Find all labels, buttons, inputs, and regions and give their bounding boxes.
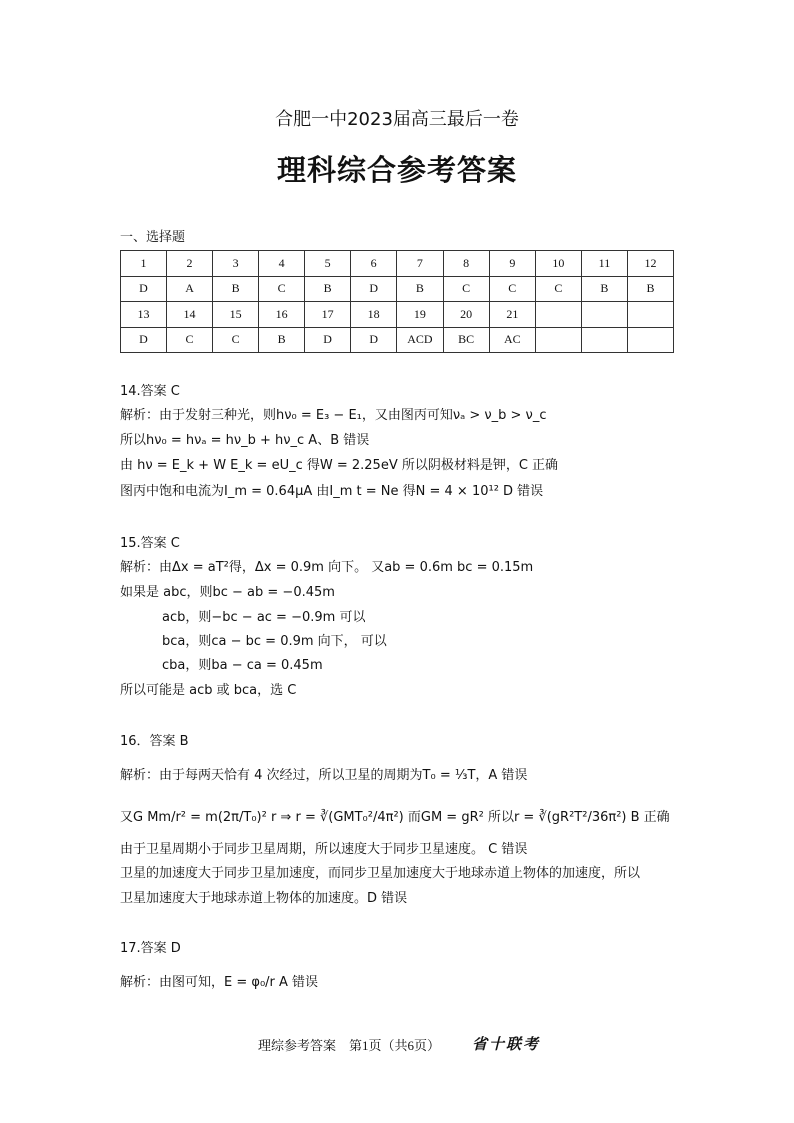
q14-text-line: 解析：由于发射三种光，则hν₀ = E₃ − E₁，又由图丙可知νₐ > ν_b > ν_c <box>120 408 547 423</box>
table-cell: AC <box>489 327 535 353</box>
table-cell <box>535 302 581 328</box>
q15-text-line: cba，则ba − ca = 0.45m <box>162 658 323 673</box>
q16-text-line: 解析：由于每两天恰有 4 次经过，所以卫星的周期为T₀ = ⅓T，A 错误 <box>120 768 528 783</box>
table-cell: 9 <box>489 251 535 277</box>
q16-text-line: 卫星加速度大于地球赤道上物体的加速度。D 错误 <box>120 891 408 906</box>
table-cell: A <box>167 276 213 302</box>
table-cell: 15 <box>213 302 259 328</box>
table-cell: C <box>535 276 581 302</box>
table-cell: C <box>213 327 259 353</box>
table-cell: D <box>305 327 351 353</box>
table-cell: BC <box>443 327 489 353</box>
table-cell <box>535 327 581 353</box>
q15-text-line: 解析：由Δx = aT²得，Δx = 0.9m 向下。 又ab = 0.6m bc = 0.15m <box>120 560 534 575</box>
table-cell: B <box>627 276 673 302</box>
table-cell: D <box>351 327 397 353</box>
table-cell: 6 <box>351 251 397 277</box>
table-cell: 19 <box>397 302 443 328</box>
section-heading: 一、选择题 <box>120 230 186 245</box>
school-title: 合肥一中2023届高三最后一卷 <box>275 109 519 130</box>
table-cell: 20 <box>443 302 489 328</box>
q17-text-line: 解析：由图可知，E = φ₀/r A 错误 <box>120 975 319 990</box>
table-cell <box>581 302 627 328</box>
table-cell <box>581 327 627 353</box>
table-cell: 13 <box>121 302 167 328</box>
table-cell: 17 <box>305 302 351 328</box>
table-cell: B <box>397 276 443 302</box>
table-row <box>121 302 674 328</box>
table-cell: 7 <box>397 251 443 277</box>
table-cell: 3 <box>213 251 259 277</box>
table-cell: B <box>213 276 259 302</box>
q17-answer-heading: 17.答案 D <box>120 941 181 956</box>
q16-text-line: 卫星的加速度大于同步卫星加速度，而同步卫星加速度大于地球赤道上物体的加速度，所以 <box>120 866 641 881</box>
table-cell: B <box>259 327 305 353</box>
q15-text-line: 所以可能是 acb 或 bca，选 C <box>120 683 297 698</box>
table-cell: C <box>167 327 213 353</box>
q14-answer-heading: 14.答案 C <box>120 384 180 399</box>
q16-text-line: 由于卫星周期小于同步卫星周期，所以速度大于同步卫星速度。 C 错误 <box>120 842 528 857</box>
q14-text-line: 所以hν₀ = hνₐ = hν_b + hν_c A、B 错误 <box>120 433 370 448</box>
table-cell: 2 <box>167 251 213 277</box>
logo-text: 省十联考 <box>472 1035 541 1053</box>
q16-text-line: 又G Mm/r² = m(2π/T₀)² r ⇒ r = ∛(GMT₀²/4π²) 而GM = gR² 所以r = ∛(gR²T²/36π²) B 正确 <box>120 810 670 825</box>
q15-text-line: bca，则ca − bc = 0.9m 向下， 可以 <box>162 634 387 649</box>
table-cell: C <box>443 276 489 302</box>
table-cell: D <box>121 276 167 302</box>
table-cell: 11 <box>581 251 627 277</box>
table-cell: 14 <box>167 302 213 328</box>
table-cell: ACD <box>397 327 443 353</box>
table-cell <box>627 327 673 353</box>
table-cell: C <box>489 276 535 302</box>
table-row <box>121 276 674 302</box>
table-cell: 5 <box>305 251 351 277</box>
table-cell: D <box>351 276 397 302</box>
table-row <box>121 251 674 277</box>
table-cell: D <box>121 327 167 353</box>
q15-text-line: 如果是 abc，则bc − ab = −0.45m <box>120 585 335 600</box>
table-cell: B <box>581 276 627 302</box>
q15-answer-heading: 15.答案 C <box>120 536 180 551</box>
table-cell: B <box>305 276 351 302</box>
table-cell: 8 <box>443 251 489 277</box>
q14-text-line: 由 hν = E_k + W E_k = eU_c 得W = 2.25eV 所以阴极材料是钾，C 正确 <box>120 458 559 473</box>
q16-answer-heading: 16．答案 B <box>120 734 189 749</box>
table-cell: 12 <box>627 251 673 277</box>
document-title: 理科综合参考答案 <box>276 153 517 187</box>
q15-text-line: acb，则−bc − ac = −0.9m 可以 <box>162 610 366 625</box>
table-cell: C <box>259 276 305 302</box>
table-cell: 10 <box>535 251 581 277</box>
table-cell: 18 <box>351 302 397 328</box>
table-row <box>121 327 674 353</box>
q14-text-line: 图丙中饱和电流为I_m = 0.64μA 由I_m t = Ne 得N = 4 × 10¹² D 错误 <box>120 484 544 499</box>
table-cell: 21 <box>489 302 535 328</box>
table-cell: 1 <box>121 251 167 277</box>
table-cell: 4 <box>259 251 305 277</box>
answer-table <box>120 250 674 353</box>
table-cell: 16 <box>259 302 305 328</box>
page-footer: 理综参考答案 第1页（共6页） <box>258 1038 441 1053</box>
table-cell <box>627 302 673 328</box>
